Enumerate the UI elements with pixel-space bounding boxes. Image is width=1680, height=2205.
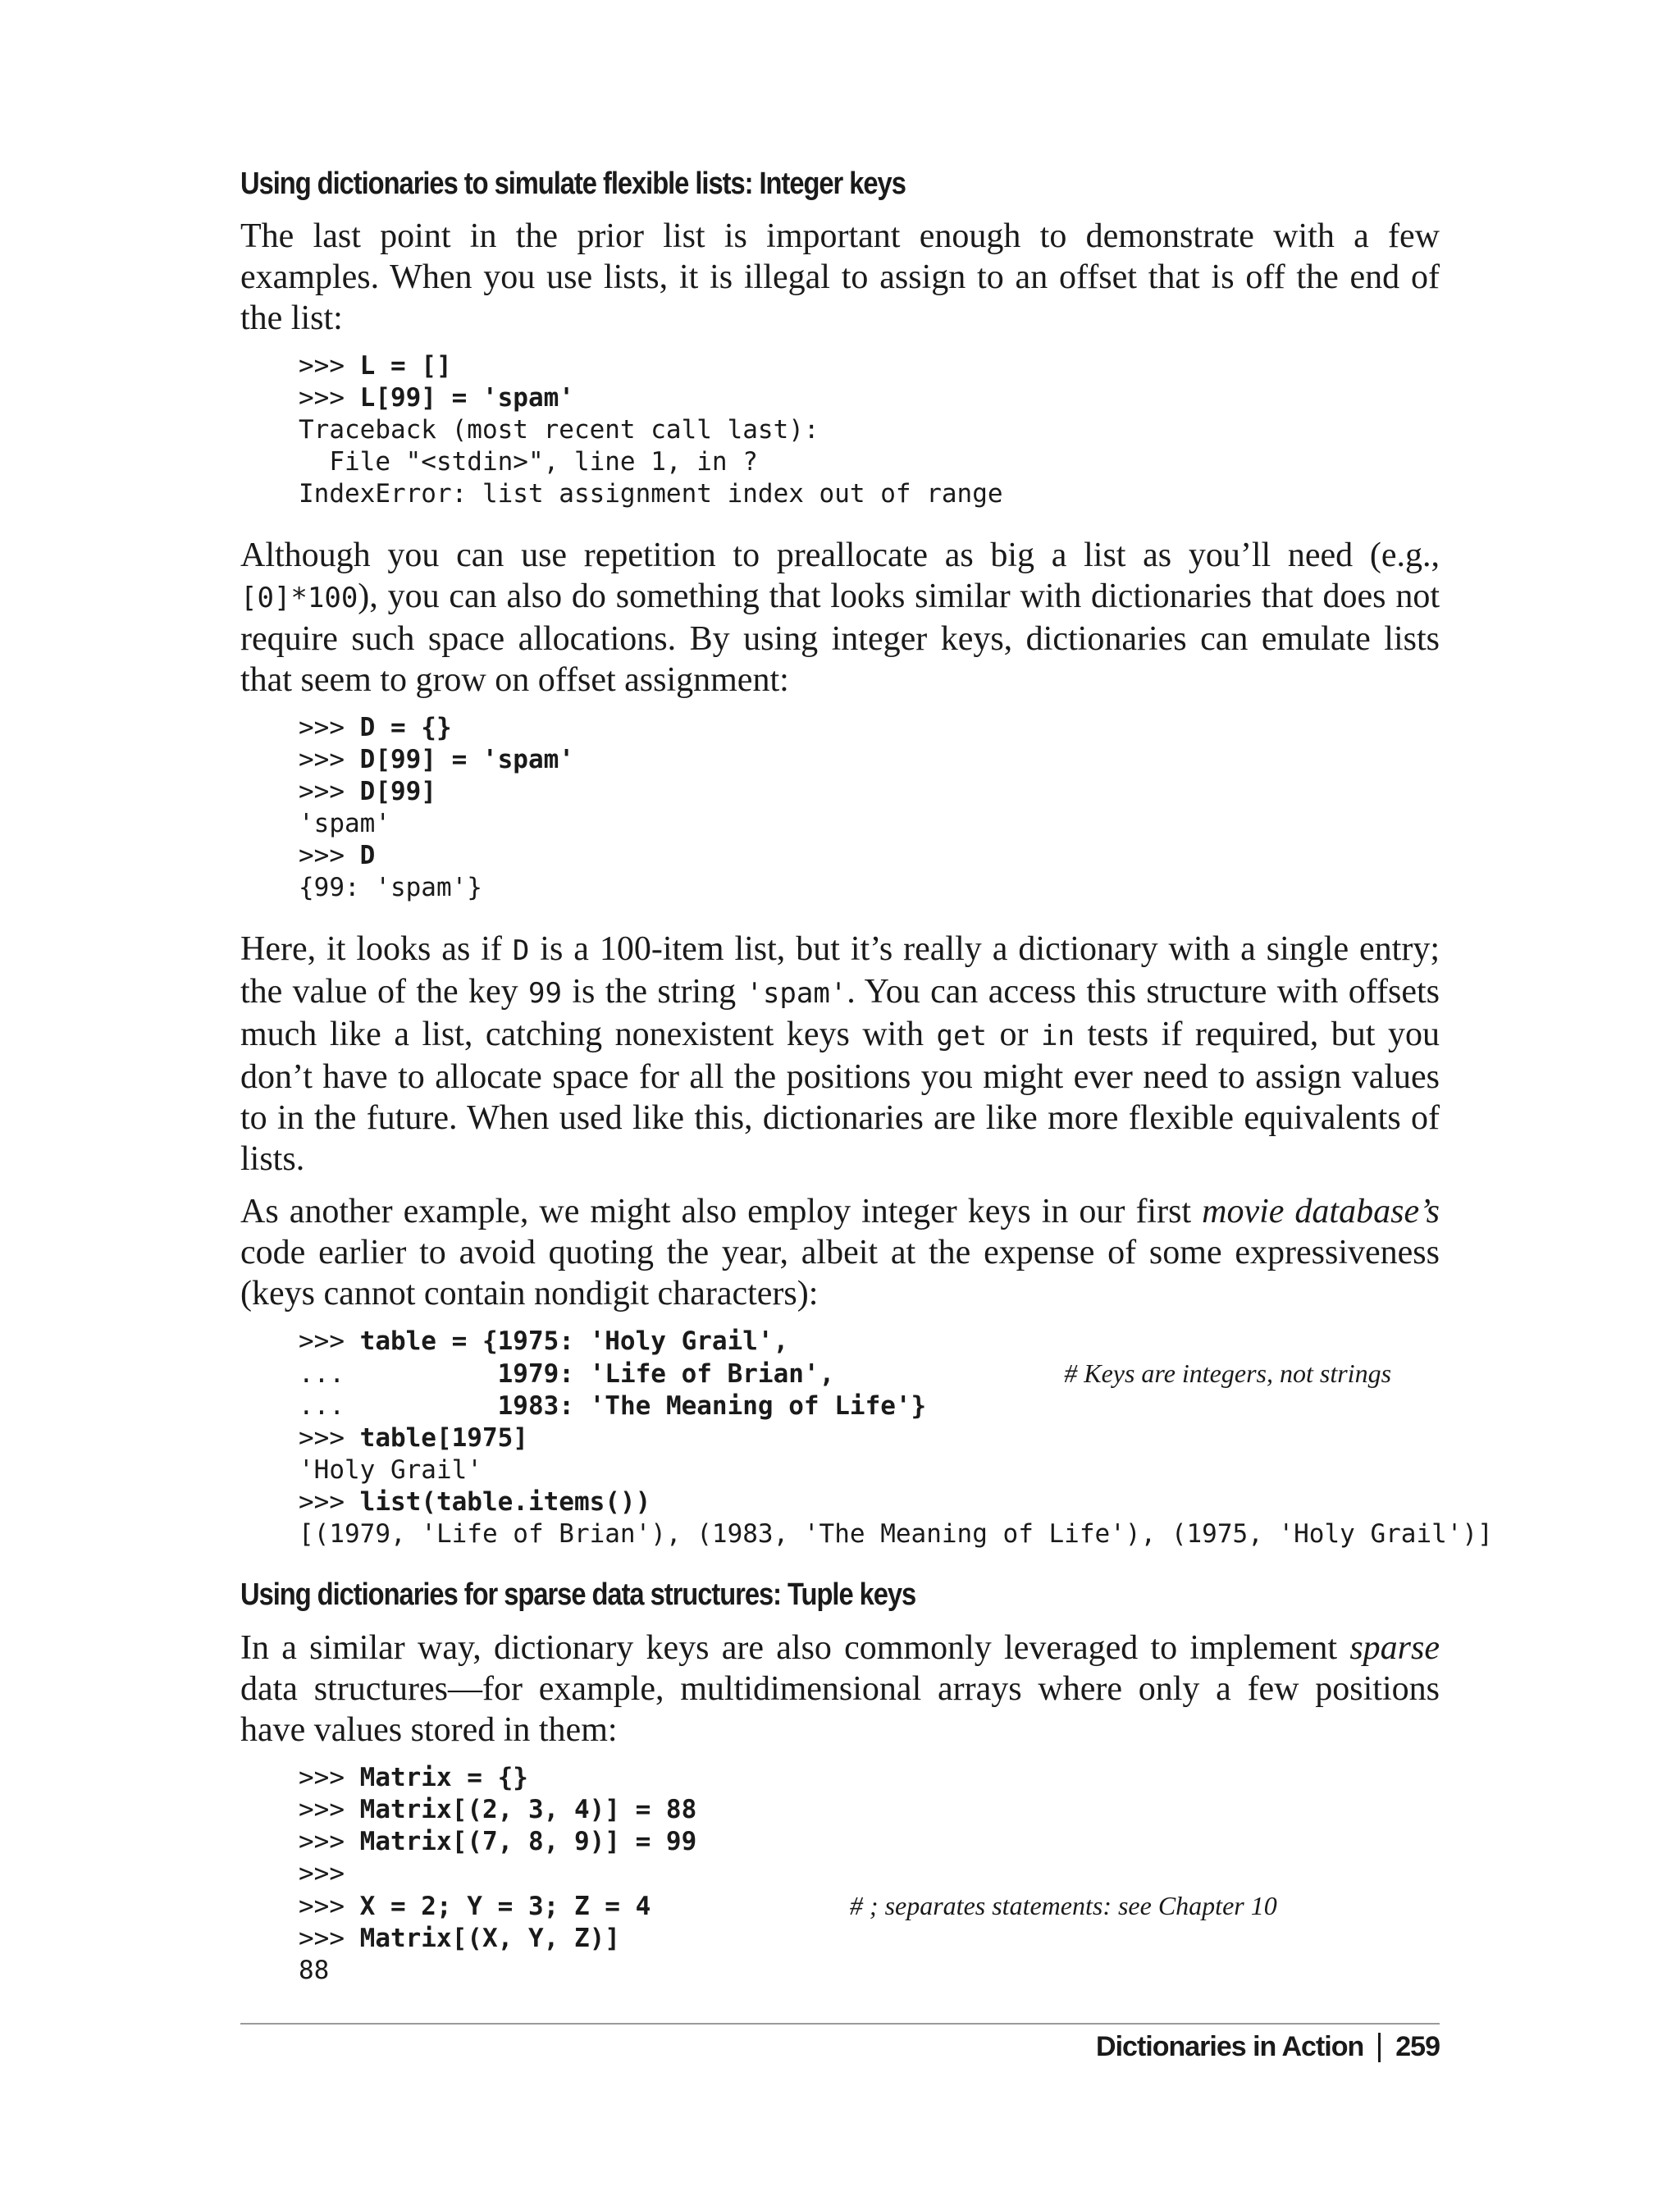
code-command: Matrix[(7, 8, 9)] = 99: [359, 1826, 697, 1856]
code-block-dict-offset: [299, 712, 1440, 904]
code-prompt: >>>: [299, 1923, 360, 1953]
code-line: [299, 478, 1440, 510]
inline-code: in: [1041, 1020, 1075, 1053]
text-run: ), you can also do something that looks similar with dictionaries that does not require such space allocations. By using integer keys, dictionaries can emulate lists that seem to grow on offset assignment:: [240, 578, 1440, 700]
code-prompt: ...: [299, 1391, 498, 1422]
code-block-matrix-tuple-keys: [299, 1762, 1440, 1987]
text-run: In a similar way, dictionary keys are also commonly leveraged to implement: [240, 1628, 1350, 1667]
code-prompt: >>>: [299, 1858, 345, 1888]
code-output: 'Holy Grail': [299, 1455, 482, 1486]
code-prompt: >>>: [299, 1891, 360, 1921]
code-output: Traceback (most recent call last):: [299, 415, 819, 445]
code-line: [299, 1762, 1440, 1794]
code-comment: # Keys are integers, not strings: [1064, 1358, 1392, 1389]
page-number: 259: [1395, 2031, 1440, 2062]
footer-chapter-title: Dictionaries in Action: [1096, 2031, 1364, 2062]
code-prompt: >>>: [299, 383, 360, 413]
code-output: File "<stdin>", line 1, in ?: [299, 447, 758, 477]
code-line: [299, 1794, 1440, 1826]
text-run: As another example, we might also employ integer keys in our first: [240, 1193, 1203, 1231]
code-line: [299, 1518, 1493, 1550]
code-command: X = 2; Y = 3; Z = 4: [359, 1891, 651, 1921]
code-command: Matrix[(X, Y, Z)]: [359, 1923, 620, 1953]
code-line: [299, 712, 1440, 744]
text-run: or: [986, 1016, 1041, 1054]
page-content: [240, 164, 1493, 2011]
code-output: [(1979, 'Life of Brian'), (1983, 'The Meaning of Life'), (1975, 'Holy Grail')]: [299, 1519, 1493, 1550]
code-line: [299, 1358, 1440, 1390]
code-line: [299, 776, 1440, 808]
paragraph-explanation: [240, 929, 1440, 1180]
code-prompt: >>>: [299, 1826, 360, 1856]
code-command: D[99] = 'spam': [359, 745, 574, 775]
code-command: Matrix[(2, 3, 4)] = 88: [359, 1794, 697, 1824]
code-line: [299, 1890, 1440, 1923]
footer-separator: [1378, 2033, 1381, 2062]
code-prompt: >>>: [299, 351, 360, 381]
code-prompt: ...: [299, 1359, 498, 1390]
code-line: [299, 350, 1440, 382]
code-command: D: [359, 841, 376, 871]
code-command: table = {1975: 'Holy Grail',: [359, 1326, 789, 1357]
code-line: [299, 744, 1440, 776]
text-run: tests if required, but you don’t have to allocate space for all the positions you might ever need to assign values to in the future. When used like this, dictionaries are like more flexible equivalents of lists.: [240, 1016, 1440, 1179]
code-line: [299, 1858, 1440, 1890]
section-heading-integer-keys: Using dictionaries to simulate flexible lists: Integer keys: [240, 167, 906, 201]
code-command: table[1975]: [359, 1423, 528, 1454]
code-line: [299, 1454, 1440, 1486]
code-line: [299, 1826, 1440, 1858]
text-run: Although you can use repetition to preallocate as big a list as you’ll need (e.g.,: [240, 536, 1440, 575]
code-prompt: >>>: [299, 1762, 360, 1792]
code-line: [299, 382, 1440, 414]
emphasis-text: movie database’s: [1202, 1193, 1440, 1231]
text-run: code earlier to avoid quoting the year, albeit at the expense of some expressiveness (keys cannot contain nondigit characters):: [240, 1234, 1440, 1313]
code-block-table-integer-keys: [299, 1326, 1493, 1550]
text-run: is the string: [562, 973, 746, 1011]
code-line: [299, 872, 1440, 904]
code-prompt: >>>: [299, 713, 360, 743]
code-prompt: >>>: [299, 777, 360, 807]
text-run: . You can access this structure with offsets much like a list, catching nonexistent keys with: [240, 973, 1440, 1054]
paragraph-sparse: [240, 1628, 1440, 1751]
code-prompt: >>>: [299, 745, 360, 775]
code-output: 'spam': [299, 809, 390, 839]
code-command: D[99]: [359, 777, 436, 807]
code-prompt: >>>: [299, 1487, 360, 1518]
code-command: list(table.items()): [359, 1487, 651, 1518]
paragraph-movie-database: [240, 1191, 1440, 1314]
code-prompt: >>>: [299, 841, 360, 871]
code-line: [299, 1923, 1440, 1955]
code-line: [299, 414, 1440, 446]
code-prompt: >>>: [299, 1794, 360, 1824]
code-line: [299, 1486, 1440, 1518]
inline-code: get: [936, 1020, 987, 1053]
code-command: 1979: 'Life of Brian',: [497, 1359, 835, 1390]
code-command: 1983: 'The Meaning of Life'}: [497, 1391, 927, 1422]
code-block-list-index-error: [299, 350, 1440, 510]
code-command: L = []: [359, 351, 452, 381]
emphasis-text: sparse: [1349, 1628, 1440, 1667]
code-comment: # ; separates statements: see Chapter 10: [849, 1890, 1277, 1920]
paragraph-intro: The last point in the prior list is important enough to demonstrate with a few examples. When you use lists, it is illegal to assign to an offset that is off the end of the list:: [240, 217, 1440, 338]
code-output: {99: 'spam'}: [299, 873, 482, 903]
footer-divider: [240, 2023, 1440, 2025]
inline-code: 99: [528, 977, 562, 1011]
code-command: L[99] = 'spam': [359, 383, 574, 413]
inline-code: [0]*100: [240, 582, 358, 615]
section-heading-tuple-keys: Using dictionaries for sparse data structures: Tuple keys: [240, 1577, 916, 1613]
code-prompt: >>>: [299, 1326, 360, 1357]
code-line: [299, 1326, 1440, 1358]
code-line: [299, 840, 1440, 872]
inline-code: 'spam': [746, 977, 847, 1011]
code-line: [299, 1955, 1440, 1987]
code-command: Matrix = {}: [359, 1762, 528, 1792]
inline-code: D: [512, 934, 530, 968]
text-run: data structures—for example, multidimensional arrays where only a few positions have values stored in them:: [240, 1669, 1440, 1749]
page-footer: [1096, 2031, 1440, 2063]
code-line: [299, 446, 1440, 478]
code-output: 88: [299, 1955, 330, 1985]
code-prompt: >>>: [299, 1423, 360, 1454]
code-command: D = {}: [359, 713, 452, 743]
code-line: [299, 1422, 1440, 1454]
paragraph-preallocate: [240, 535, 1440, 701]
text-run: Here, it looks as if: [240, 930, 513, 969]
code-output: IndexError: list assignment index out of range: [299, 479, 1003, 509]
code-line: [299, 808, 1440, 840]
code-line: [299, 1390, 1440, 1422]
text-run: is a 100-item list, but it’s really a dictionary with a single entry; the value of the key: [240, 930, 1440, 1011]
